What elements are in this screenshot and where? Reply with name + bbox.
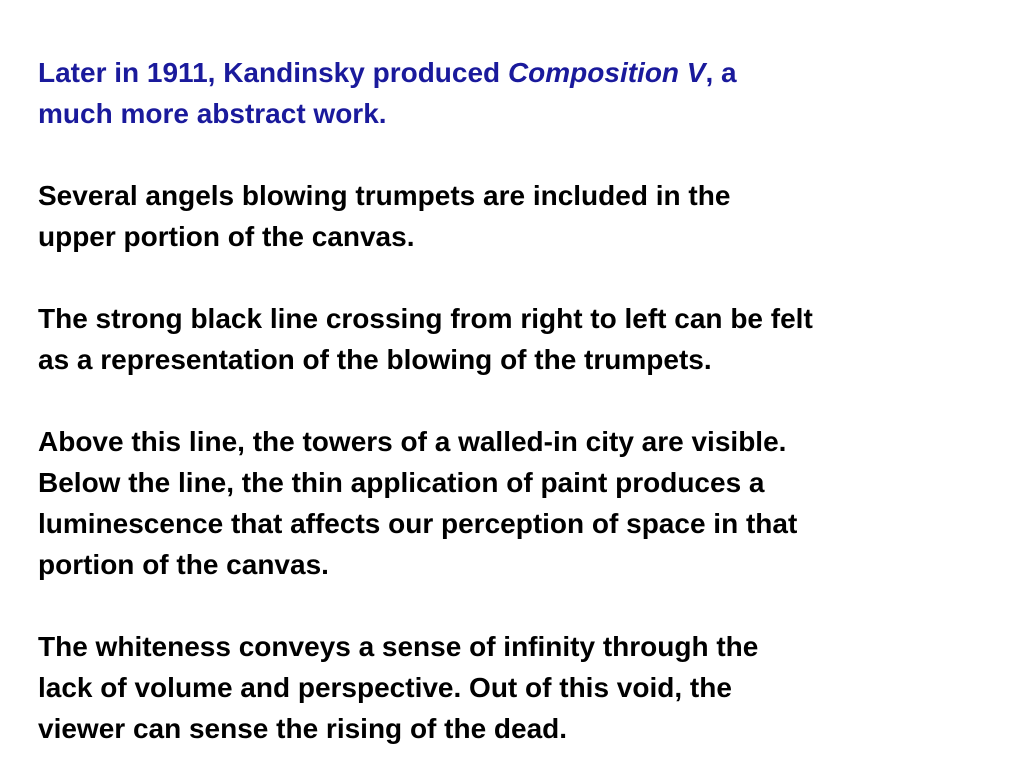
paragraph-line: as a representation of the blowing of the trumpets. — [38, 344, 712, 375]
paragraph-line: viewer can sense the rising of the dead. — [38, 713, 568, 744]
artwork-title: Composition V — [507, 57, 706, 88]
paragraph-line: Above this line, the towers of a walled-in city are visible. — [38, 426, 787, 457]
paragraph-line: upper portion of the canvas. — [38, 221, 415, 252]
paragraph-line: lack of volume and perspective. Out of this void, the — [38, 672, 732, 703]
paragraph-whiteness — [38, 626, 994, 749]
intro-line-2: much more abstract work. — [38, 98, 387, 129]
intro-line-1 — [38, 52, 994, 93]
paragraph-city — [38, 421, 994, 585]
intro-text-before: Later in 1911, Kandinsky produced — [38, 57, 508, 88]
intro-paragraph — [38, 52, 994, 134]
paragraph-line: Several angels blowing trumpets are included in the — [38, 180, 731, 211]
paragraph-line: luminescence that affects our perception of space in that — [38, 508, 798, 539]
paragraph-angels — [38, 175, 994, 257]
intro-text-after: , a — [705, 57, 737, 88]
paragraph-line: Below the line, the thin application of paint produces a — [38, 467, 765, 498]
paragraph-line: The strong black line crossing from right to left can be felt — [38, 303, 813, 334]
paragraph-line: The whiteness conveys a sense of infinity through the — [38, 631, 759, 662]
paragraph-line: portion of the canvas. — [38, 549, 329, 580]
paragraph-black-line — [38, 298, 994, 380]
